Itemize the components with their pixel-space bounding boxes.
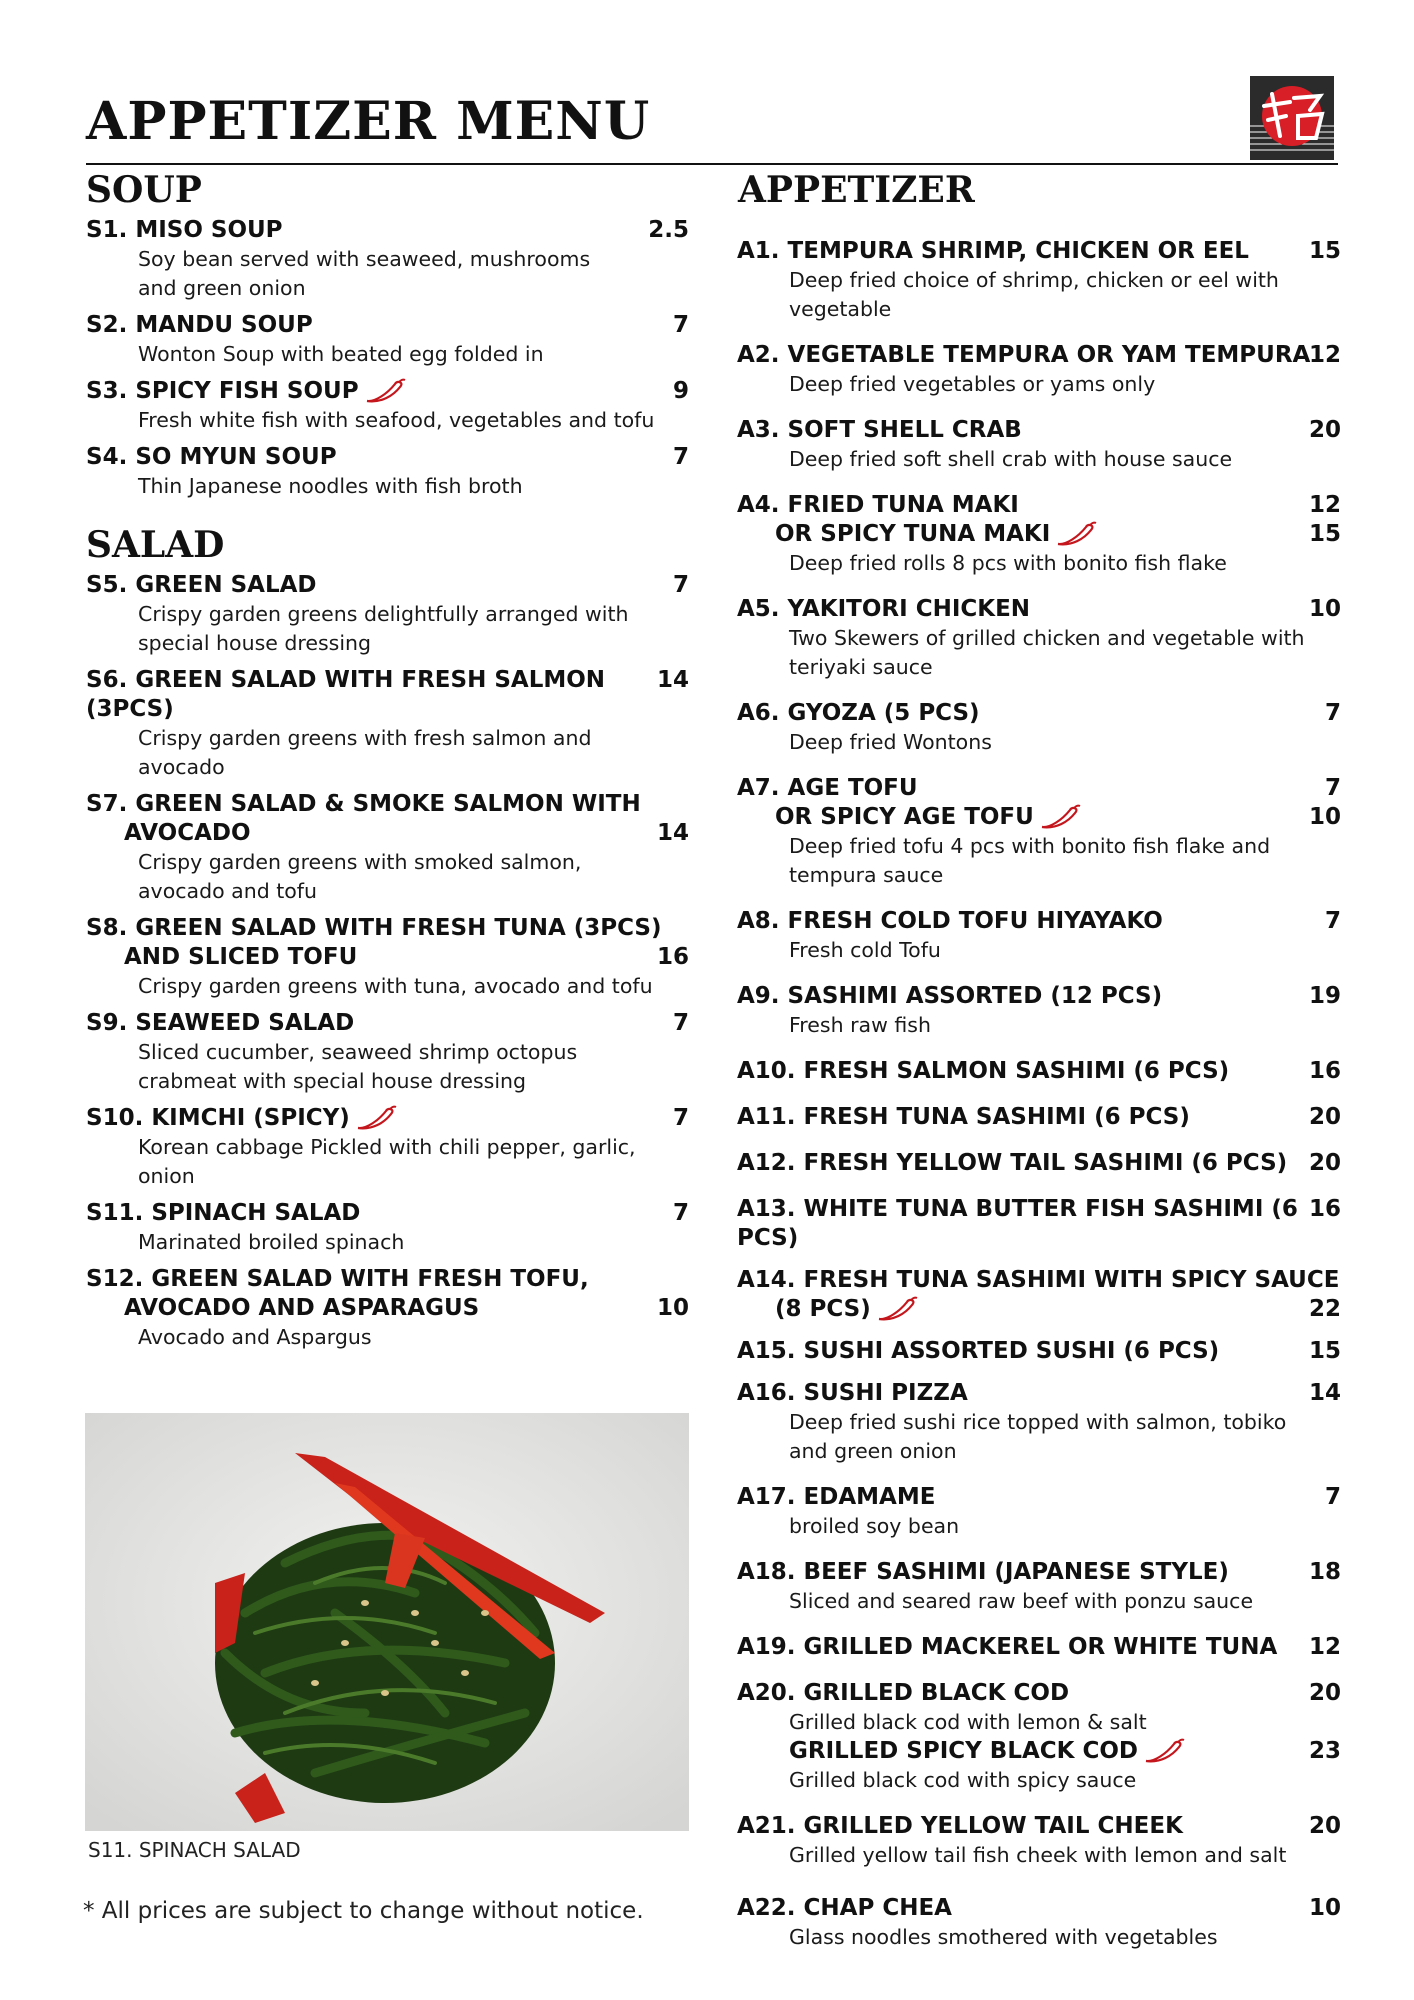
- item-row: [737, 416, 1341, 445]
- menu-item: [86, 377, 689, 435]
- item-row: [737, 1679, 1341, 1708]
- item-description: special house dressing: [138, 631, 372, 655]
- item-price: 14: [1308, 1380, 1341, 1406]
- item-description: and green onion: [789, 1439, 957, 1463]
- chili-pepper-icon: [1038, 804, 1082, 830]
- item-row: [737, 699, 1341, 728]
- item-row: [86, 819, 689, 848]
- item-row: [737, 803, 1341, 832]
- item-description: Avocado and Aspargus: [138, 1325, 372, 1349]
- item-row: [737, 237, 1341, 266]
- item-name: A22. CHAP CHEA: [737, 1895, 952, 1921]
- item-row: [86, 571, 689, 600]
- menu-item: [737, 595, 1341, 682]
- item-price: 12: [1308, 1634, 1341, 1660]
- item-description: tempura sauce: [789, 863, 944, 887]
- item-name: A18. BEEF SASHIMI (JAPANESE STYLE): [737, 1559, 1229, 1585]
- item-description: Korean cabbage Pickled with chili pepper, garlic,: [138, 1135, 636, 1159]
- item-name: S4. SO MYUN SOUP: [86, 444, 337, 470]
- menu-item: [737, 1633, 1341, 1662]
- item-name: A21. GRILLED YELLOW TAIL CHEEK: [737, 1813, 1183, 1839]
- item-price: 10: [1308, 596, 1341, 622]
- item-description: Deep fried tofu 4 pcs with bonito fish flake and: [789, 834, 1271, 858]
- price-notice: * All prices are subject to change without notice.: [83, 1898, 644, 1924]
- item-description: and green onion: [138, 276, 306, 300]
- item-description: Wonton Soup with beated egg folded in: [138, 342, 544, 366]
- item-price: 20: [1308, 1104, 1341, 1130]
- item-name: A14. FRESH TUNA SASHIMI WITH SPICY SAUCE: [737, 1267, 1340, 1293]
- menu-item: [737, 1483, 1341, 1541]
- item-price: 19: [1308, 983, 1341, 1009]
- item-description: Crispy garden greens delightfully arranged with: [138, 602, 629, 626]
- item-description: broiled soy bean: [789, 1514, 960, 1538]
- item-name: (8 PCS): [737, 1295, 919, 1324]
- menu-item: [86, 311, 689, 369]
- item-price: 7: [1324, 908, 1341, 934]
- item-name: GRILLED SPICY BLACK COD: [737, 1737, 1186, 1766]
- chili-pepper-icon: [1054, 521, 1098, 547]
- item-name: S1. MISO SOUP: [86, 217, 283, 243]
- menu-item: [86, 571, 689, 658]
- item-description: Glass noodles smothered with vegetables: [789, 1925, 1218, 1949]
- item-description: Crispy garden greens with tuna, avocado and tofu: [138, 974, 653, 998]
- item-row: [737, 1812, 1341, 1841]
- item-price: 22: [1308, 1296, 1341, 1322]
- item-row: [86, 1199, 689, 1228]
- soup-heading: SOUP: [86, 169, 202, 211]
- menu-item: [737, 699, 1341, 757]
- item-name: A3. SOFT SHELL CRAB: [737, 417, 1022, 443]
- menu-item: [737, 1812, 1341, 1870]
- item-price: 7: [672, 444, 689, 470]
- item-row: [86, 311, 689, 340]
- item-name: A19. GRILLED MACKEREL OR WHITE TUNA: [737, 1634, 1278, 1660]
- item-row: [737, 907, 1341, 936]
- item-price: 16: [656, 944, 689, 970]
- item-description: Crispy garden greens with smoked salmon,: [138, 850, 582, 874]
- item-price: 7: [1324, 700, 1341, 726]
- item-description: Sliced and seared raw beef with ponzu sauce: [789, 1589, 1254, 1613]
- item-price: 12: [1308, 342, 1341, 368]
- item-row: [86, 1294, 689, 1323]
- menu-item: [737, 1149, 1341, 1178]
- item-price: 7: [1324, 1484, 1341, 1510]
- item-row: [737, 491, 1341, 520]
- item-name: S10. KIMCHI (SPICY): [86, 1104, 398, 1133]
- item-price: 14: [656, 820, 689, 846]
- item-description: Deep fried soft shell crab with house sauce: [789, 447, 1233, 471]
- item-name: S5. GREEN SALAD: [86, 572, 317, 598]
- soup-list: [86, 216, 689, 501]
- item-row: [86, 943, 689, 972]
- menu-item: [737, 1679, 1341, 1795]
- item-row: [737, 1483, 1341, 1512]
- item-description: Grilled black cod with spicy sauce: [789, 1768, 1137, 1792]
- menu-item: [737, 341, 1341, 399]
- item-row: [737, 1057, 1341, 1086]
- item-price: 7: [672, 1200, 689, 1226]
- item-price: 15: [1308, 521, 1341, 547]
- item-price: 10: [656, 1295, 689, 1321]
- item-description: Grilled black cod with lemon & salt: [789, 1710, 1147, 1734]
- item-row: [86, 216, 689, 245]
- item-description: Fresh white fish with seafood, vegetables and tofu: [138, 408, 655, 432]
- item-row: [86, 443, 689, 472]
- item-row: [737, 1737, 1341, 1766]
- item-name: A1. TEMPURA SHRIMP, CHICKEN OR EEL: [737, 238, 1249, 264]
- menu-item: [737, 907, 1341, 965]
- restaurant-logo: [1250, 76, 1334, 160]
- item-price: 7: [672, 312, 689, 338]
- item-name: S2. MANDU SOUP: [86, 312, 313, 338]
- item-name: AVOCADO AND ASPARAGUS: [124, 1295, 480, 1321]
- item-description: crabmeat with special house dressing: [138, 1069, 527, 1093]
- item-price: 7: [672, 1105, 689, 1131]
- item-row: [737, 1894, 1341, 1923]
- appetizer-heading: APPETIZER: [738, 169, 975, 211]
- item-name: A10. FRESH SALMON SASHIMI (6 PCS): [737, 1058, 1230, 1084]
- item-row: [737, 1266, 1341, 1295]
- item-name: A9. SASHIMI ASSORTED (12 PCS): [737, 983, 1163, 1009]
- item-name: A16. SUSHI PIZZA: [737, 1380, 968, 1406]
- item-name: OR SPICY AGE TOFU: [737, 803, 1082, 832]
- item-row: [737, 982, 1341, 1011]
- chili-pepper-icon: [1142, 1738, 1186, 1764]
- item-name: A2. VEGETABLE TEMPURA OR YAM TEMPURA: [737, 342, 1311, 368]
- item-name: A17. EDAMAME: [737, 1484, 936, 1510]
- item-price: 10: [1308, 804, 1341, 830]
- item-row: [737, 341, 1341, 370]
- item-row: [737, 1558, 1341, 1587]
- item-price: 7: [1324, 775, 1341, 801]
- item-name: S7. GREEN SALAD & SMOKE SALMON WITH: [86, 791, 641, 817]
- item-description: Deep fried rolls 8 pcs with bonito fish flake: [789, 551, 1227, 575]
- salad-heading: SALAD: [86, 524, 225, 566]
- item-name: A20. GRILLED BLACK COD: [737, 1680, 1070, 1706]
- item-price: 20: [1308, 1150, 1341, 1176]
- item-price: 20: [1308, 1813, 1341, 1839]
- menu-item: [86, 1104, 689, 1191]
- item-description: Marinated broiled spinach: [138, 1230, 405, 1254]
- menu-item: [737, 1103, 1341, 1132]
- item-description: Thin Japanese noodles with fish broth: [138, 474, 523, 498]
- item-price: 16: [1308, 1196, 1341, 1222]
- item-description: avocado: [138, 755, 225, 779]
- item-name: A5. YAKITORI CHICKEN: [737, 596, 1031, 622]
- item-row: [737, 1103, 1341, 1132]
- item-name: A7. AGE TOFU: [737, 775, 918, 801]
- item-row: [737, 1633, 1341, 1662]
- item-price: 10: [1308, 1895, 1341, 1921]
- header-rule: [86, 163, 1338, 165]
- item-row: [737, 1337, 1341, 1366]
- menu-item: [86, 790, 689, 906]
- item-price: 15: [1308, 1338, 1341, 1364]
- item-name: A15. SUSHI ASSORTED SUSHI (6 PCS): [737, 1338, 1220, 1364]
- item-name: A8. FRESH COLD TOFU HIYAYAKO: [737, 908, 1163, 934]
- item-description: Soy bean served with seaweed, mushrooms: [138, 247, 591, 271]
- item-row: [737, 1195, 1341, 1253]
- menu-item: [737, 1337, 1341, 1366]
- item-name: S3. SPICY FISH SOUP: [86, 377, 407, 406]
- menu-item: [737, 1894, 1341, 1952]
- item-name: S12. GREEN SALAD WITH FRESH TOFU,: [86, 1266, 589, 1292]
- item-price: 7: [672, 1010, 689, 1036]
- item-description: vegetable: [789, 297, 892, 321]
- item-price: 20: [1308, 1680, 1341, 1706]
- item-description: Deep fried vegetables or yams only: [789, 372, 1156, 396]
- chili-pepper-icon: [354, 1105, 398, 1131]
- item-row: [737, 1149, 1341, 1178]
- item-name: A11. FRESH TUNA SASHIMI (6 PCS): [737, 1104, 1190, 1130]
- page-title: APPETIZER MENU: [86, 91, 651, 152]
- item-description: Sliced cucumber, seaweed shrimp octopus: [138, 1040, 578, 1064]
- item-price: 18: [1308, 1559, 1341, 1585]
- menu-item: [86, 1199, 689, 1257]
- item-row: [737, 774, 1341, 803]
- item-row: [86, 1009, 689, 1038]
- item-description: onion: [138, 1164, 195, 1188]
- item-description: teriyaki sauce: [789, 655, 933, 679]
- item-row: [86, 914, 689, 943]
- item-row: [86, 1104, 689, 1133]
- chili-pepper-icon: [363, 378, 407, 404]
- appetizer-list: [737, 237, 1341, 1952]
- menu-item: [737, 491, 1341, 578]
- item-price: 14: [656, 667, 689, 693]
- item-name: S11. SPINACH SALAD: [86, 1200, 361, 1226]
- menu-item: [737, 1057, 1341, 1086]
- item-description: Deep fried Wontons: [789, 730, 992, 754]
- menu-item: [86, 666, 689, 782]
- item-row: [86, 377, 689, 406]
- item-description: Grilled yellow tail fish cheek with lemon and salt: [789, 1843, 1287, 1867]
- item-name: A4. FRIED TUNA MAKI: [737, 492, 1019, 518]
- item-name: S8. GREEN SALAD WITH FRESH TUNA (3PCS): [86, 915, 662, 941]
- item-row: [86, 1265, 689, 1294]
- chili-pepper-icon: [875, 1296, 919, 1322]
- menu-item: [86, 914, 689, 1001]
- item-name: AND SLICED TOFU: [124, 944, 358, 970]
- item-name: A6. GYOZA (5 PCS): [737, 700, 980, 726]
- item-price: 23: [1308, 1738, 1341, 1764]
- menu-item: [737, 237, 1341, 324]
- spinach-salad-photo: [85, 1413, 689, 1831]
- item-row: [737, 520, 1341, 549]
- item-row: [86, 666, 689, 724]
- item-price: 16: [1308, 1058, 1341, 1084]
- item-name: S6. GREEN SALAD WITH FRESH SALMON (3PCS): [86, 667, 606, 722]
- item-name: A12. FRESH YELLOW TAIL SASHIMI (6 PCS): [737, 1150, 1288, 1176]
- item-description: avocado and tofu: [138, 879, 318, 903]
- item-name: OR SPICY TUNA MAKI: [737, 520, 1098, 549]
- menu-item: [737, 416, 1341, 474]
- item-price: 20: [1308, 417, 1341, 443]
- item-price: 9: [672, 378, 689, 404]
- item-name: S9. SEAWEED SALAD: [86, 1010, 355, 1036]
- item-row: [737, 1295, 1341, 1324]
- menu-item: [737, 982, 1341, 1040]
- item-price: 15: [1308, 238, 1341, 264]
- item-row: [737, 595, 1341, 624]
- salad-list: [86, 571, 689, 1352]
- item-price: 12: [1308, 492, 1341, 518]
- menu-item: [86, 1009, 689, 1096]
- item-description: Fresh raw fish: [789, 1013, 931, 1037]
- item-description: Two Skewers of grilled chicken and vegetable with: [789, 626, 1305, 650]
- menu-item: [737, 774, 1341, 890]
- item-row: [86, 790, 689, 819]
- menu-item: [86, 1265, 689, 1352]
- item-description: Deep fried choice of shrimp, chicken or eel with: [789, 268, 1279, 292]
- item-description: Deep fried sushi rice topped with salmon, tobiko: [789, 1410, 1287, 1434]
- menu-item: [737, 1558, 1341, 1616]
- menu-item: [737, 1266, 1341, 1324]
- item-name: AVOCADO: [124, 820, 251, 846]
- menu-item: [86, 443, 689, 501]
- menu-item: [86, 216, 689, 303]
- item-row: [737, 1379, 1341, 1408]
- item-description: Fresh cold Tofu: [789, 938, 941, 962]
- item-price: 7: [672, 572, 689, 598]
- photo-caption: S11. SPINACH SALAD: [88, 1838, 301, 1862]
- item-price: 2.5: [648, 217, 689, 243]
- menu-item: [737, 1195, 1341, 1253]
- item-description: Crispy garden greens with fresh salmon and: [138, 726, 592, 750]
- menu-item: [737, 1379, 1341, 1466]
- item-name: A13. WHITE TUNA BUTTER FISH SASHIMI (6 PCS): [737, 1196, 1298, 1251]
